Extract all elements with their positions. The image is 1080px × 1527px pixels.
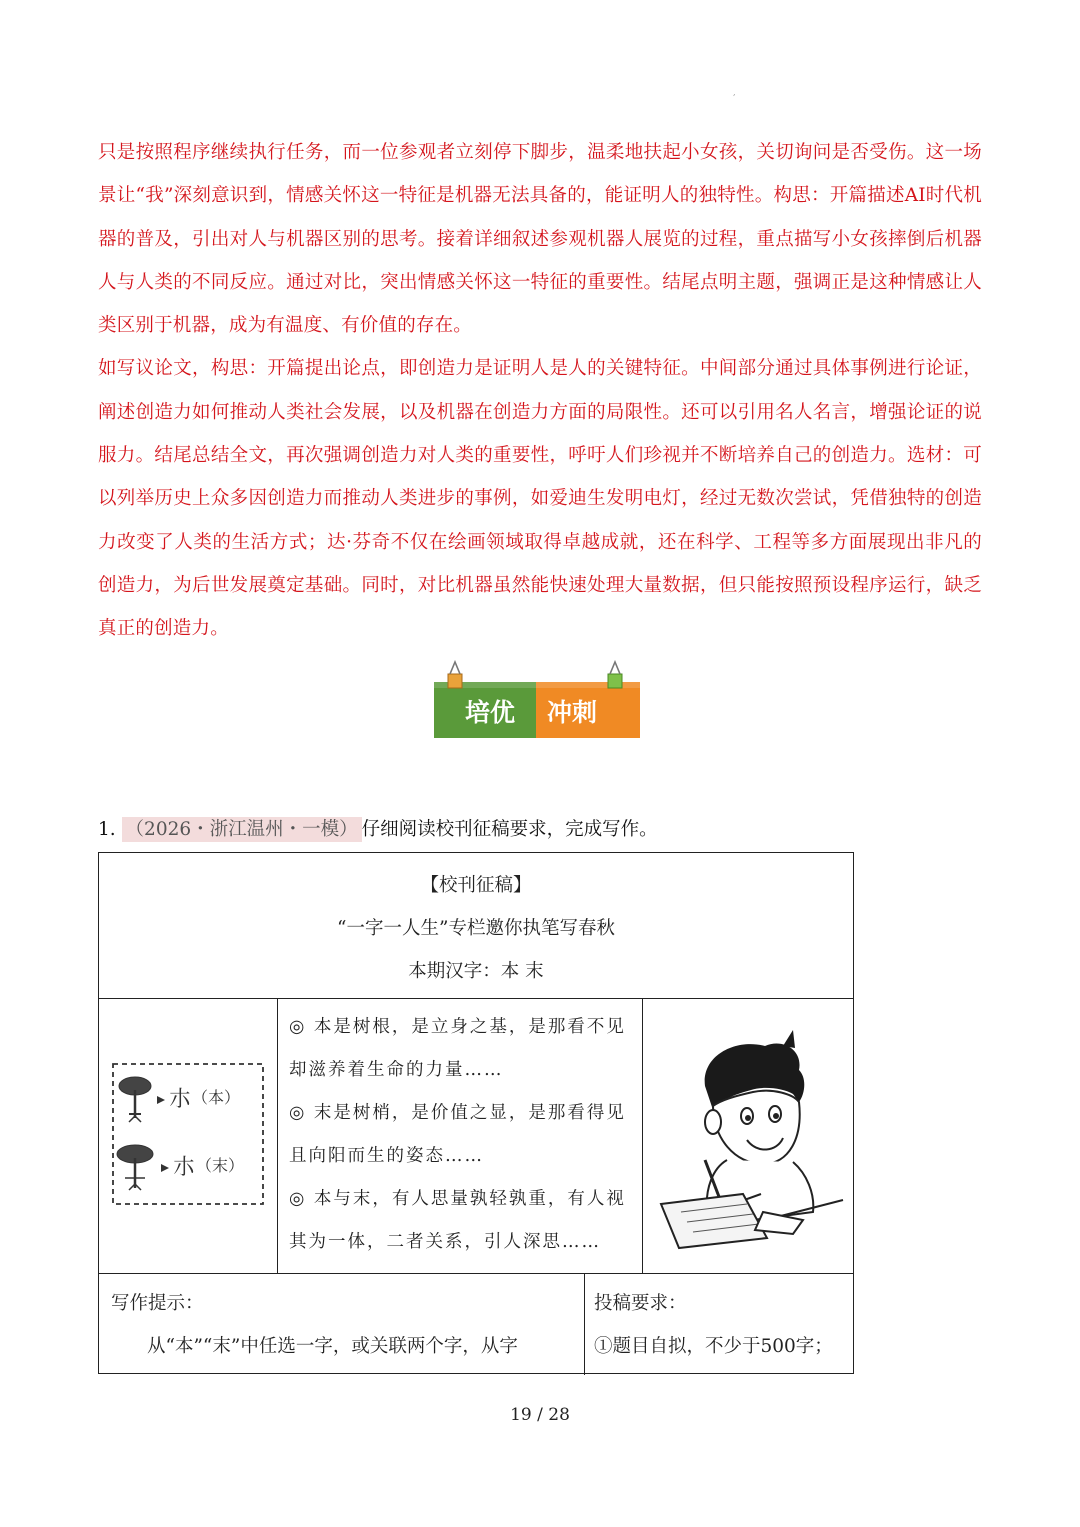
svg-text:（本）: （本） [192,1088,241,1107]
answer-paragraph-1: 只是按照程序继续执行任务，而一位参观者立刻停下脚步，温柔地扶起小女孩，关切询问是否受伤。这一场景让“我”深刻意识到，情感关怀这一特征是机器无法具备的，能证明人的独特性。构思：开篇描述AI时代机器的普及，引出对人与机器区别的思考。接着详细叙述参观机器人展览的过程，重点描写小女孩摔倒后机器人与人类的不同反应。通过对比，突出情感关怀这一特征的重要性。结尾点明主题，强调正是这种情感让人类区别于机器，成为有温度、有价值的存在。 [98,142,982,337]
svg-text:朩: 朩 [169,1087,192,1112]
arrow-icon-2 [161,1164,169,1172]
page-mark: , [733,88,736,97]
box-chars: 本期汉字：本 末 [408,961,544,982]
answer-text [98,131,982,651]
svg-text:（末）: （末） [196,1156,245,1175]
box-heading: 【校刊征稿】 [420,875,532,896]
arrow-icon-1 [157,1096,165,1104]
glyph-evolution-illustration [99,998,277,1273]
box-middle-row [99,998,853,1274]
box-bottom-row [99,1273,853,1375]
call-for-papers-box [98,852,854,1374]
writing-tips-label: 写作提示： [111,1293,204,1314]
tree-ben-icon [119,1077,151,1122]
desc-line-3: ◎ 末是树梢，是价值之显，是那看得见 [289,1103,626,1123]
tree-mo-icon [117,1145,153,1190]
question-source: （2026・浙江温州・一模） [122,817,362,842]
svg-text:朩: 朩 [173,1155,196,1180]
question-number: 1. [98,819,116,840]
box-header [99,853,853,999]
box-description [277,998,643,1273]
requirements-label: 投稿要求： [594,1293,687,1314]
binder-clip-icon-right [608,662,622,688]
desc-line-6: 其为一体，二者关系，引人深思…… [289,1232,601,1252]
desc-line-5: ◎ 本与末，有人思量孰轻孰重，有人视 [289,1189,626,1209]
writing-tips-text: 从“本”“末”中任选一字，或关联两个字，从字 [147,1336,518,1357]
page-number: 19 / 28 [510,1405,570,1425]
question-line [98,813,658,847]
banner-right-text: 冲刺 [546,698,598,727]
boy-writing-illustration [643,998,855,1273]
desc-line-2: 却滋养着生命的力量…… [289,1060,504,1080]
banner-left-text: 培优 [464,698,516,727]
glyph-evolution-cell [99,998,278,1273]
answer-paragraph-2: 如写议论文，构思：开篇提出论点，即创造力是证明人是人的关键特征。中间部分通过具体事例进行论证，阐述创造力如何推动人类社会发展，以及机器在创造力方面的局限性。还可以引用名人名言，增强论证的说服力。结尾总结全文，再次强调创造力对人类的重要性，呼吁人们珍视并不断培养自己的创造力。选材：可以列举历史上众多因创造力而推动人类进步的事例，如爱迪生发明电灯，经过无数次尝试，凭借独特的创造力改变了人类的生活方式；达·芬奇不仅在绘画领域取得卓越成就，还在科学、工程等多方面展现出非凡的创造力，为后世发展奠定基础。同时，对比机器虽然能快速处理大量数据，但只能按照预设程序运行，缺乏真正的创造力。 [98,358,982,640]
submission-requirements-cell [584,1273,855,1375]
binder-clip-icon-left [448,662,462,688]
section-banner [432,660,642,742]
desc-line-4: 且向阳而生的姿态…… [289,1146,484,1166]
question-prompt: 仔细阅读校刊征稿要求，完成写作。 [361,819,658,840]
writing-tips-cell [99,1273,585,1375]
box-subtitle: “一字一人生”专栏邀你执笔写春秋 [337,918,615,939]
requirements-text: ①题目自拟，不少于500字； [594,1336,833,1357]
boy-writing-cell [643,998,855,1273]
desc-line-1: ◎ 本是树根，是立身之基，是那看不见 [289,1017,626,1037]
